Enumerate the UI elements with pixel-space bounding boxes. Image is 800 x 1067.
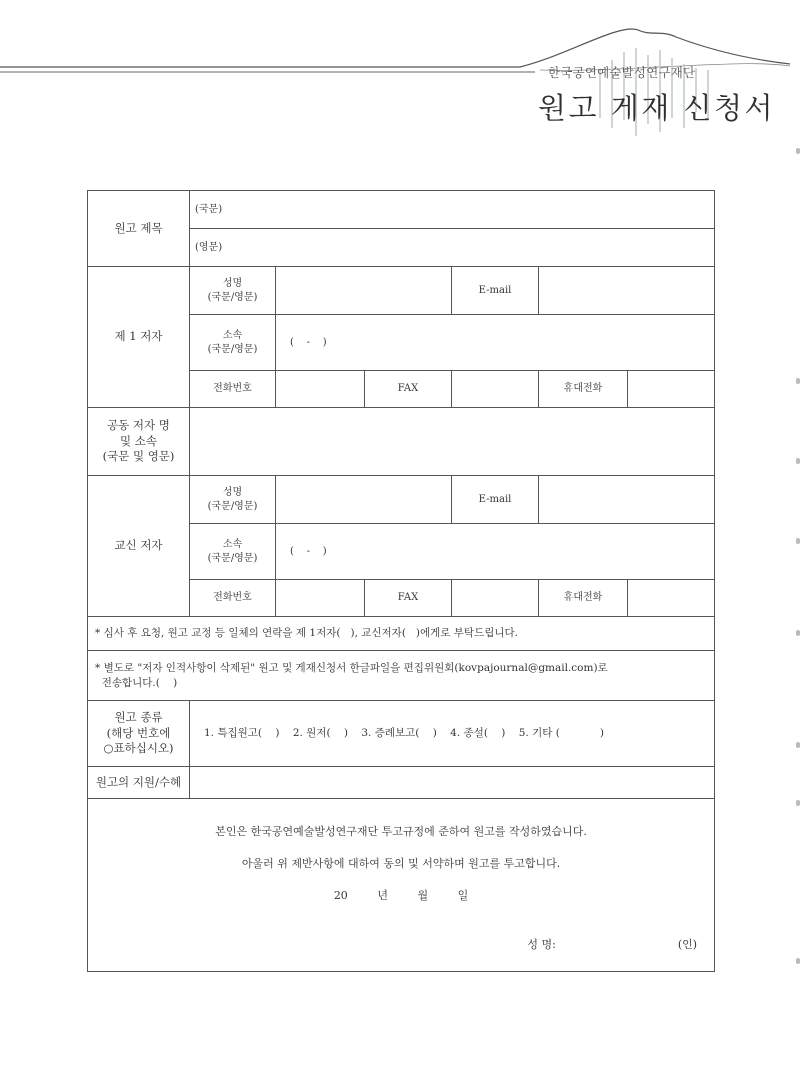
declaration-line-1: 본인은 한국공연예술발성연구재단 투고규정에 준하여 원고를 작성하였습니다. (215, 825, 587, 838)
date-month-label: 월 (417, 888, 429, 902)
first-author-mobile-label: 휴대전화 (539, 371, 628, 408)
seal-label: (인) (677, 937, 698, 951)
funding-field[interactable] (190, 767, 715, 799)
manuscript-application-form (87, 190, 715, 972)
first-author-label: 제 1 저자 (88, 267, 190, 408)
edge-mark (796, 800, 800, 806)
edge-mark (796, 378, 800, 384)
submission-file-note: * 별도로 "저자 인적사항이 삭제된" 원고 및 게재신청서 한글파일을 편집위원회(kovpajournal@gmail.com)로 전송합니다.( ) (88, 651, 715, 701)
first-author-affiliation-label: 소속 (국문/영문) (190, 315, 276, 371)
contact-preference-note: * 심사 후 요청, 원고 교정 등 일체의 연락을 제 1저자( ), 교신저자( )에게로 부탁드립니다. (88, 617, 715, 651)
first-author-mobile-field[interactable] (628, 371, 715, 408)
edge-mark (796, 458, 800, 464)
declaration-section (88, 799, 715, 972)
coauthors-field[interactable] (190, 408, 715, 476)
date-day-label: 일 (457, 888, 469, 902)
first-author-name-label: 성명 (국문/영문) (190, 267, 276, 315)
first-author-name-field[interactable] (276, 267, 452, 315)
edge-mark (796, 958, 800, 964)
corresponding-author-phone-label: 전화번호 (190, 580, 276, 617)
corresponding-author-affiliation-field[interactable]: ( - ) (276, 524, 715, 580)
corresponding-author-label: 교신 저자 (88, 476, 190, 617)
declaration-date (93, 889, 709, 904)
corresponding-author-mobile-label: 휴대전화 (539, 580, 628, 617)
manuscript-type-label: 원고 종류 (해당 번호에 ○표하십시오) (88, 701, 190, 767)
organization-name: 한국공연예술발성연구재단 (548, 65, 696, 80)
edge-mark (796, 538, 800, 544)
corresponding-author-email-field[interactable] (539, 476, 715, 524)
declaration-line-2: 아울러 위 제반사항에 대하여 동의 및 서약하며 원고를 투고합니다. (241, 856, 561, 870)
corresponding-author-fax-field[interactable] (452, 580, 539, 617)
first-author-email-field[interactable] (539, 267, 715, 315)
manuscript-type-options[interactable]: 1. 특집원고( ) 2. 원저( ) 3. 증례보고( ) 4. 종설( ) 5. 기타 ( ) (190, 701, 715, 767)
first-author-affiliation-field[interactable]: ( - ) (276, 315, 715, 371)
edge-mark (796, 148, 800, 154)
title-korean-field[interactable]: (국문) (190, 191, 715, 229)
title-english-field[interactable]: (영문) (190, 229, 715, 267)
signature-label: 성 명: (527, 937, 556, 951)
corresponding-author-mobile-field[interactable] (628, 580, 715, 617)
corresponding-author-name-field[interactable] (276, 476, 452, 524)
corresponding-author-phone-field[interactable] (276, 580, 365, 617)
first-author-phone-field[interactable] (276, 371, 365, 408)
date-year-prefix: 20 (333, 888, 348, 902)
edge-mark (796, 742, 800, 748)
first-author-phone-label: 전화번호 (190, 371, 276, 408)
date-year-label: 년 (377, 888, 388, 902)
first-author-fax-field[interactable] (452, 371, 539, 408)
coauthors-label: 공동 저자 명 및 소속 (국문 및 영문) (88, 408, 190, 476)
corresponding-author-name-label: 성명 (국문/영문) (190, 476, 276, 524)
document-title: 원고 게재 신청서 (538, 91, 776, 125)
corresponding-author-fax-label: FAX (365, 580, 452, 617)
title-section-label: 원고 제목 (88, 191, 190, 267)
corresponding-author-email-label: E-mail (452, 476, 539, 524)
funding-label: 원고의 지원/수혜 (88, 767, 190, 799)
first-author-fax-label: FAX (365, 371, 452, 408)
signature-line (93, 938, 697, 953)
edge-mark (796, 630, 800, 636)
corresponding-author-affiliation-label: 소속 (국문/영문) (190, 524, 276, 580)
first-author-email-label: E-mail (452, 267, 539, 315)
